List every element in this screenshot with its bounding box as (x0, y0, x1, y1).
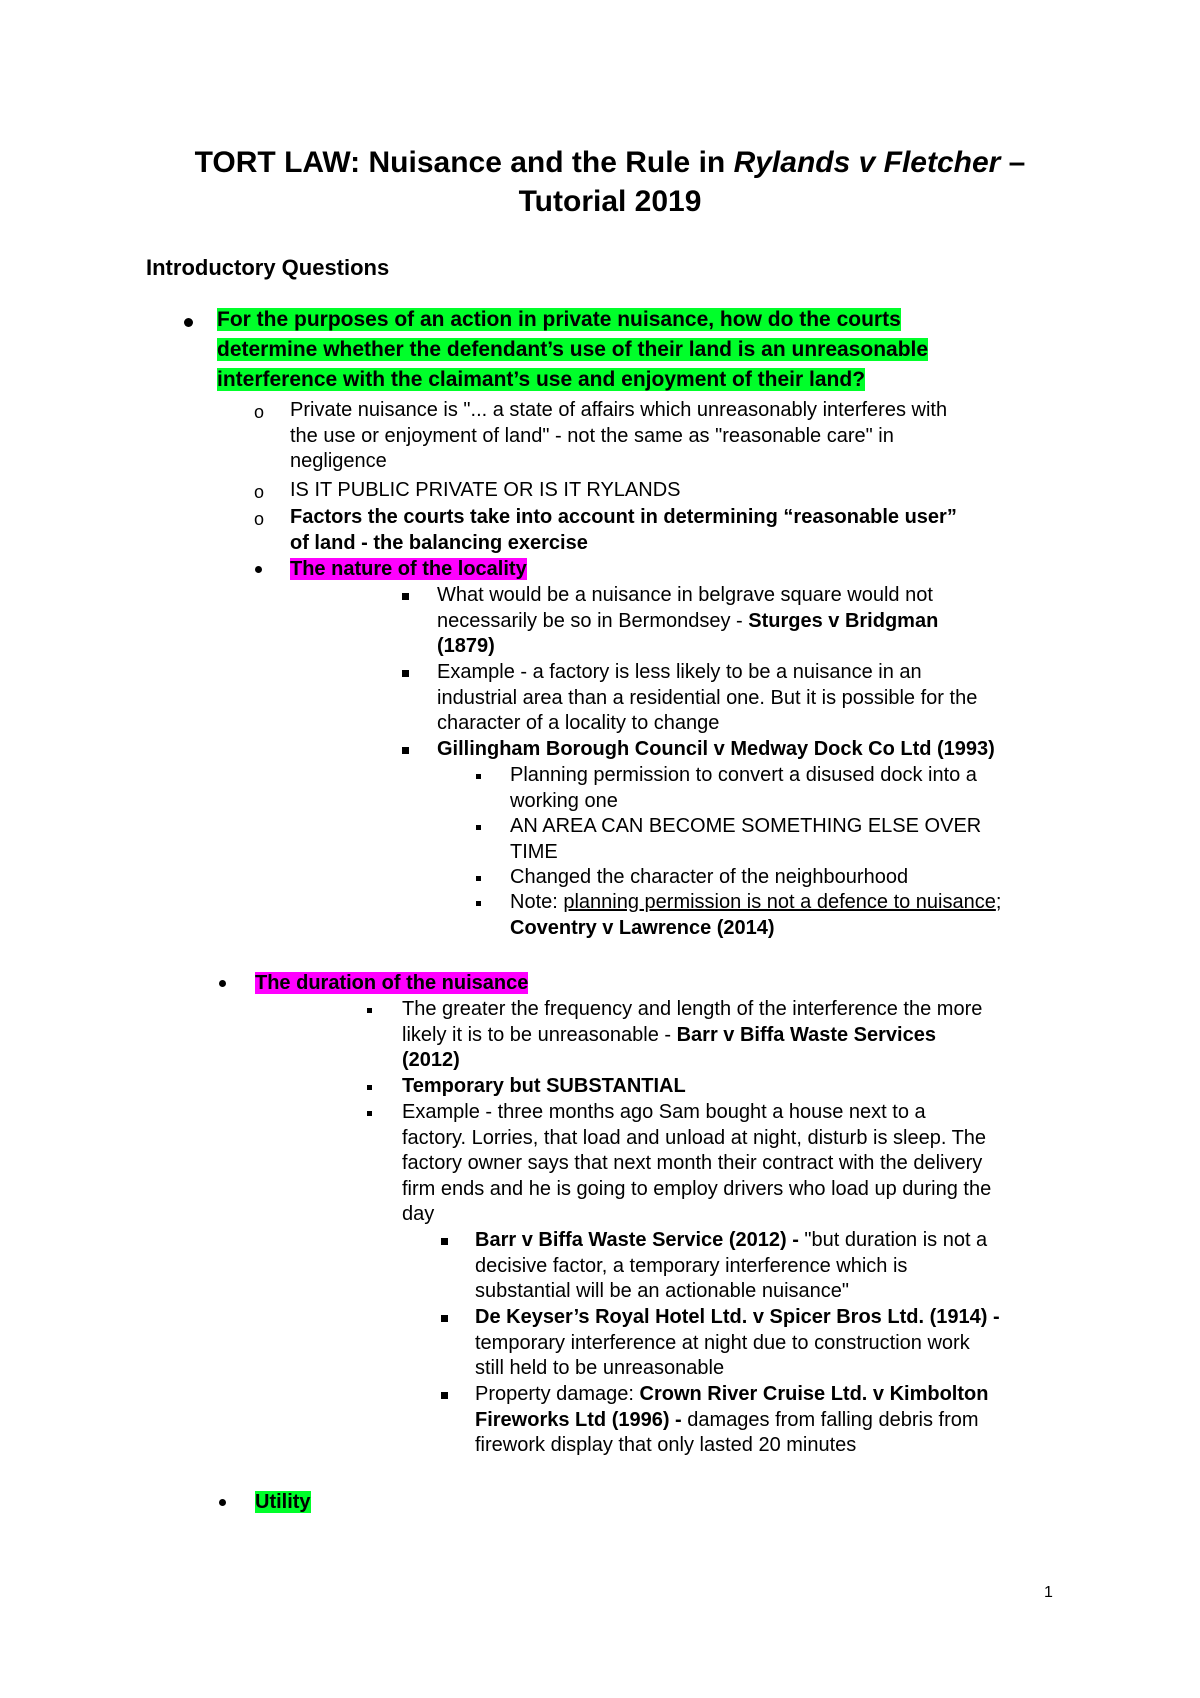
duration-point-text: Example - three months ago Sam bought a house next to a factory. Lorries, that load and unload at night, disturb is sleep. The factory owner says that next month their contract with the delivery firm ends and he is going to employ drivers who load up during the day (402, 1101, 992, 1225)
gillingham-point-text: Changed the character of the neighbourhood (510, 866, 909, 888)
page-number: 1 (1044, 1584, 1053, 1601)
bullet-square-icon (441, 1315, 448, 1322)
bullet-square-icon (476, 774, 481, 779)
bullet-circle-icon: o (254, 482, 265, 502)
bullet-square-icon (441, 1238, 448, 1245)
bullet-square-icon (402, 670, 409, 677)
factors-text: Factors the courts take into account in determining “reasonable user” of land - the balancing exercise (290, 506, 957, 554)
bullet-square-icon (367, 1111, 372, 1116)
bullet-square-icon (476, 876, 481, 881)
bullet-dot-icon (255, 566, 262, 573)
utility-heading: Utility (255, 1491, 311, 1513)
duration-point-text: The greater the frequency and length of the interference the more likely it is to be unreasonable - Barr v Biffa Waste Services (2012) (402, 998, 983, 1071)
duration-case-text: Barr v Biffa Waste Service (2012) - "but duration is not a decisive factor, a temporary interference which is substantial will be an actionable nuisance" (475, 1229, 988, 1302)
bullet-dot-icon (184, 318, 193, 327)
public-private-text: IS IT PUBLIC PRIVATE OR IS IT RYLANDS (290, 479, 681, 501)
bullet-square-icon (441, 1392, 448, 1399)
gillingham-point-text: Note: planning permission is not a defence to nuisance; Coventry v Lawrence (2014) (510, 891, 1002, 939)
section-heading: Introductory Questions (146, 255, 390, 280)
bullet-circle-icon: o (254, 402, 265, 422)
bullet-square-icon (402, 593, 409, 600)
bullet-square-icon (367, 1008, 372, 1013)
duration-heading: The duration of the nuisance (255, 972, 529, 994)
title-case-name: Rylands v Fletcher (733, 146, 1001, 179)
definition-text: Private nuisance is "... a state of affairs which unreasonably interferes with the use or enjoyment of land" - not the same as "reasonable care" in negligence (290, 399, 948, 472)
gillingham-point-text: Planning permission to convert a disused dock into a working one (510, 764, 977, 812)
duration-point-text: Temporary but SUBSTANTIAL (402, 1075, 686, 1097)
bullet-circle-icon: o (254, 509, 265, 529)
locality-point-text: What would be a nuisance in belgrave square would not necessarily be so in Bermondsey - Sturges v Bridgman (1879) (437, 584, 939, 657)
gillingham-point-text: AN AREA CAN BECOME SOMETHING ELSE OVER TIME (510, 815, 982, 863)
bullet-dot-icon (219, 1499, 226, 1506)
bullet-dot-icon (219, 980, 226, 987)
question-text: For the purposes of an action in private nuisance, how do the courts determine whether the defendant’s use of their land is an unreasonable interference with the claimant’s use and enjoyment of their land? (217, 308, 929, 391)
duration-case-text: De Keyser’s Royal Hotel Ltd. v Spicer Bros Ltd. (1914) - temporary interference at night due to construction work still held to be unreasonable (475, 1306, 1000, 1379)
document-title: TORT LAW: Nuisance and the Rule in Rylands v Fletcher – Tutorial 2019 (194, 146, 1026, 218)
locality-point-text: Example - a factory is less likely to be a nuisance in an industrial area than a residential one. But it is possible for the character of a locality to change (437, 661, 978, 734)
bullet-square-icon (476, 901, 481, 906)
bullet-square-icon (402, 747, 409, 754)
duration-case-text: Property damage: Crown River Cruise Ltd. v Kimbolton Fireworks Ltd (1996) - damages from falling debris from firework display that only lasted 20 minutes (475, 1383, 989, 1456)
locality-heading: The nature of the locality (290, 558, 527, 580)
bullet-square-icon (476, 825, 481, 830)
locality-case-text: Gillingham Borough Council v Medway Dock Co Ltd (1993) (437, 738, 995, 760)
bullet-square-icon (367, 1085, 372, 1090)
